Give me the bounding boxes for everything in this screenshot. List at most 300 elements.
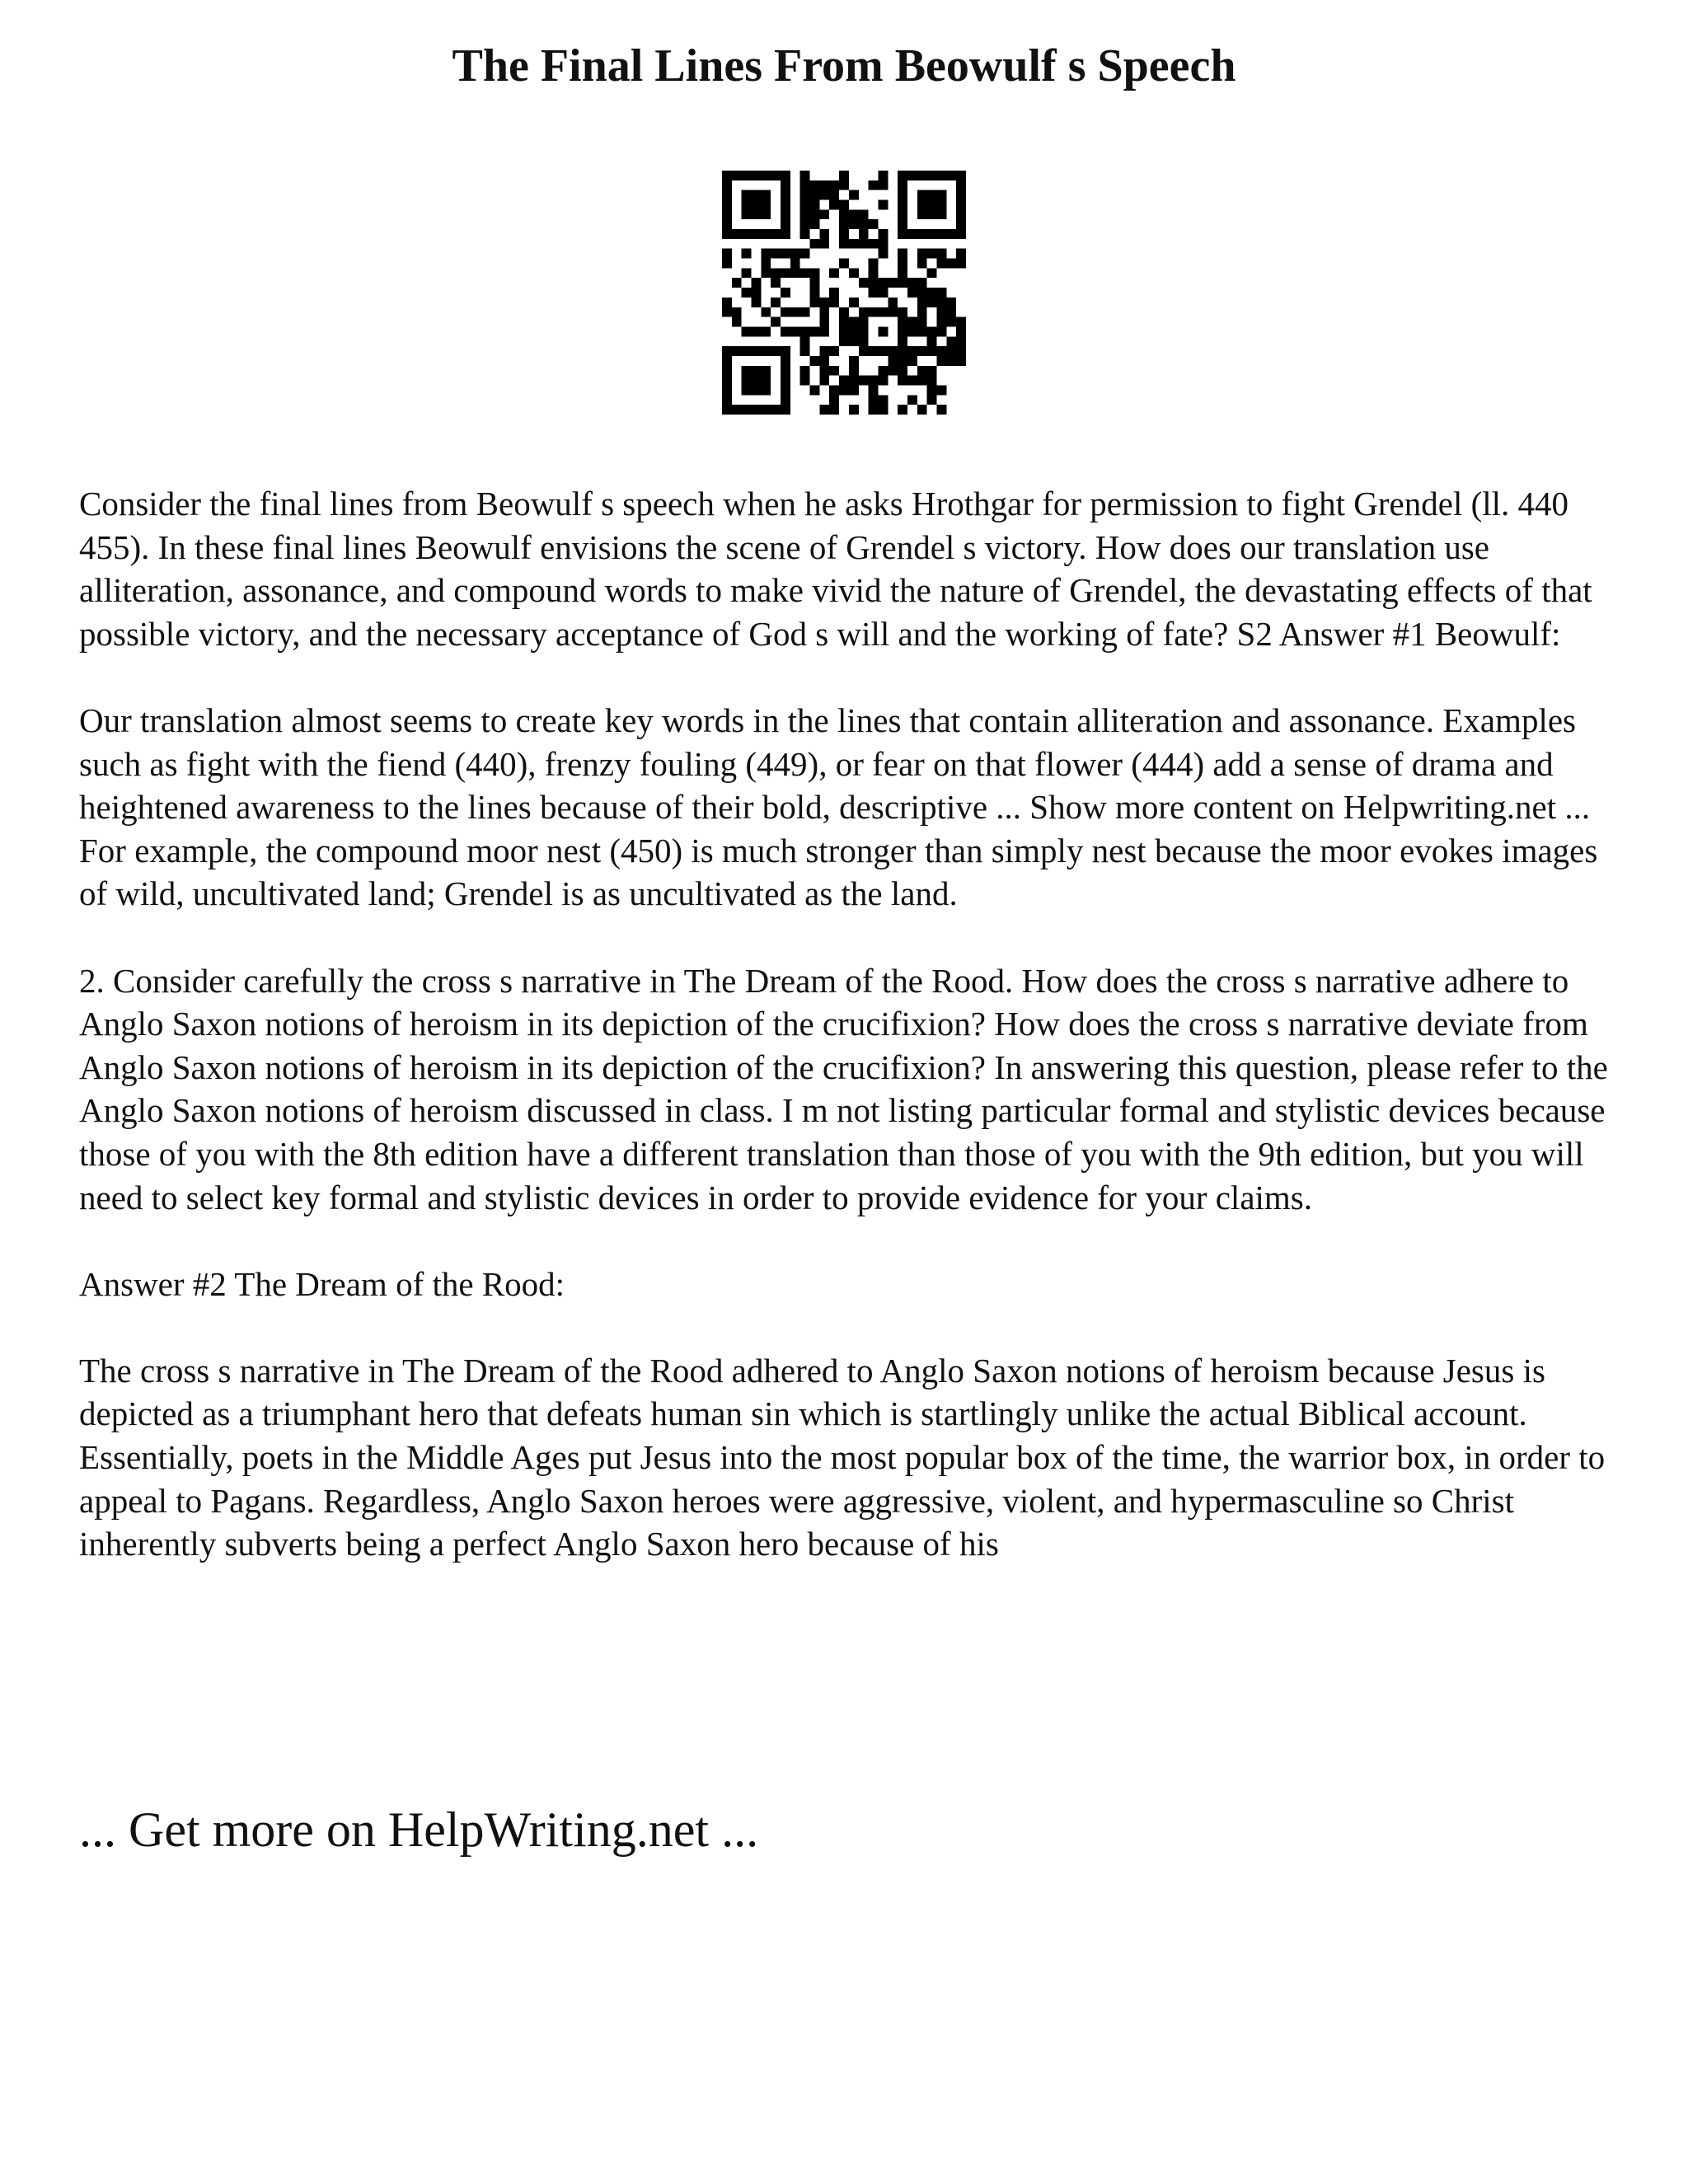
- qr-module: [781, 171, 790, 180]
- qr-module: [790, 307, 800, 317]
- qr-module: [956, 219, 966, 229]
- qr-module: [732, 278, 742, 288]
- qr-module: [946, 336, 956, 346]
- qr-module: [819, 298, 829, 307]
- qr-module: [800, 366, 810, 376]
- paragraph-question-1: Consider the final lines from Beowulf s speech when he asks Hrothgar for permission to fight Grendel (ll. 440 455). In these final lines Beowulf envisions the scene of Grendel s victory. How does our translation use alliteration, assonance, and compound words to make vivid the nature of Grendel, the devastating effects of that possible victory, and the necessary acceptance of God s will and the working of fate? S2 Answer #1 Beowulf:: [79, 485, 1592, 653]
- qr-module: [771, 171, 781, 180]
- qr-module: [819, 346, 829, 356]
- qr-module: [781, 395, 790, 405]
- qr-module: [936, 346, 946, 356]
- qr-module: [898, 209, 907, 219]
- qr-module: [917, 288, 927, 298]
- qr-module: [742, 249, 752, 259]
- qr-module: [722, 219, 732, 229]
- qr-module: [898, 336, 907, 346]
- article-body: [79, 482, 1629, 1566]
- qr-module: [907, 171, 917, 180]
- qr-module: [722, 356, 732, 366]
- qr-module: [859, 307, 869, 317]
- qr-module: [781, 346, 790, 356]
- qr-module: [722, 180, 732, 190]
- qr-module: [917, 366, 927, 376]
- qr-module: [742, 229, 752, 239]
- qr-module: [781, 268, 790, 278]
- qr-module: [869, 180, 879, 190]
- qr-module: [898, 376, 907, 386]
- qr-module: [781, 190, 790, 200]
- qr-module: [722, 229, 732, 239]
- qr-module: [936, 326, 946, 336]
- paragraph-question-2: 2. Consider carefully the cross s narrative in The Dream of the Rood. How does the cross s narrative adhere to Anglo Saxon notions of heroism in its depiction of the crucifixion? How does the cross s narrative deviate from Anglo Saxon notions of heroism in its depiction of the crucifixion? In answering this question, please refer to the Anglo Saxon notions of heroism discussed in class. I m not listing particular formal and stylistic devices because those of you with the 8th edition have a different translation than those of you with the 9th edition, but you will need to select key formal and stylistic devices in order to provide evidence for your claims.: [79, 961, 1608, 1216]
- qr-module: [761, 366, 771, 376]
- qr-module: [752, 346, 762, 356]
- qr-module: [849, 326, 859, 336]
- qr-module: [819, 317, 829, 327]
- qr-module: [936, 249, 946, 259]
- qr-module: [761, 346, 771, 356]
- qr-module: [936, 298, 946, 307]
- qr-module: [790, 268, 800, 278]
- qr-module: [917, 307, 927, 317]
- qr-module: [888, 278, 898, 288]
- qr-module: [917, 298, 927, 307]
- qr-module: [917, 229, 927, 239]
- qr-module: [917, 376, 927, 386]
- qr-module: [829, 268, 839, 278]
- qr-module: [742, 405, 752, 415]
- qr-module: [722, 209, 732, 219]
- qr-module: [810, 326, 820, 336]
- qr-module: [722, 366, 732, 376]
- qr-module: [781, 180, 790, 190]
- qr-module: [781, 219, 790, 229]
- qr-module: [869, 239, 879, 249]
- qr-module: [839, 219, 849, 229]
- qr-module: [936, 288, 946, 298]
- qr-module: [742, 268, 752, 278]
- qr-module: [819, 376, 829, 386]
- qr-module: [722, 376, 732, 386]
- qr-module: [956, 336, 966, 346]
- qr-module: [878, 229, 888, 239]
- qr-module: [829, 366, 839, 376]
- qr-module: [878, 346, 888, 356]
- qr-module: [849, 405, 859, 415]
- qr-module: [810, 209, 820, 219]
- qr-module: [829, 200, 839, 210]
- qr-module: [878, 171, 888, 180]
- qr-module: [849, 366, 859, 376]
- qr-module: [839, 317, 849, 327]
- qr-module: [888, 346, 898, 356]
- qr-module: [898, 171, 907, 180]
- qr-module: [878, 366, 888, 376]
- qr-module: [869, 259, 879, 269]
- qr-module: [819, 326, 829, 336]
- qr-module: [790, 249, 800, 259]
- qr-module: [800, 190, 810, 200]
- qr-module: [771, 298, 781, 307]
- qr-module: [800, 336, 810, 346]
- qr-module: [752, 171, 762, 180]
- qr-module: [956, 249, 966, 259]
- qr-module: [810, 278, 820, 288]
- qr-module: [898, 180, 907, 190]
- qr-module: [781, 366, 790, 376]
- qr-module: [742, 171, 752, 180]
- qr-module: [878, 405, 888, 415]
- qr-module: [819, 307, 829, 317]
- qr-module: [956, 209, 966, 219]
- qr-module: [810, 180, 820, 190]
- qr-module: [907, 395, 917, 405]
- qr-module: [722, 405, 732, 415]
- qr-module: [927, 171, 937, 180]
- qr-module: [761, 376, 771, 386]
- qr-module: [907, 278, 917, 288]
- qr-module: [936, 317, 946, 327]
- qr-module: [819, 356, 829, 366]
- qr-module: [742, 346, 752, 356]
- qr-module: [839, 307, 849, 317]
- qr-module: [761, 307, 771, 317]
- qr-module: [732, 307, 742, 317]
- qr-module: [781, 376, 790, 386]
- qr-module: [869, 405, 879, 415]
- qr-module: [849, 298, 859, 307]
- qr-module: [878, 395, 888, 405]
- qr-module: [800, 326, 810, 336]
- qr-module: [898, 278, 907, 288]
- qr-module: [732, 171, 742, 180]
- qr-module: [722, 346, 732, 356]
- qr-module: [849, 209, 859, 219]
- qr-module: [742, 288, 752, 298]
- qr-module: [927, 288, 937, 298]
- qr-module: [800, 229, 810, 239]
- qr-module: [927, 190, 937, 200]
- qr-module: [888, 366, 898, 376]
- qr-module: [869, 288, 879, 298]
- qr-module: [946, 298, 956, 307]
- qr-module: [946, 259, 956, 269]
- qr-module: [800, 307, 810, 317]
- qr-module: [869, 395, 879, 405]
- qr-module: [752, 326, 762, 336]
- qr-module: [849, 385, 859, 395]
- qr-code-icon: [722, 171, 966, 415]
- qr-module: [819, 190, 829, 200]
- qr-module: [839, 326, 849, 336]
- qr-module: [898, 259, 907, 269]
- qr-module: [800, 249, 810, 259]
- qr-module: [927, 336, 937, 346]
- qr-module: [936, 229, 946, 239]
- qr-module: [781, 249, 790, 259]
- qr-module: [839, 336, 849, 346]
- qr-module: [869, 346, 879, 356]
- qr-module: [927, 346, 937, 356]
- qr-module: [898, 249, 907, 259]
- qr-module: [781, 200, 790, 210]
- qr-module: [907, 229, 917, 239]
- qr-module: [829, 180, 839, 190]
- qr-module: [917, 317, 927, 327]
- qr-module: [898, 346, 907, 356]
- qr-module: [907, 376, 917, 386]
- qr-module: [849, 190, 859, 200]
- qr-module: [771, 346, 781, 356]
- qr-module: [849, 239, 859, 249]
- qr-module: [790, 259, 800, 269]
- qr-module: [732, 229, 742, 239]
- qr-module: [869, 376, 879, 386]
- qr-module: [800, 219, 810, 229]
- qr-module: [781, 405, 790, 415]
- qr-module: [790, 326, 800, 336]
- qr-module: [917, 405, 927, 415]
- qr-module: [781, 326, 790, 336]
- qr-module: [761, 209, 771, 219]
- qr-module: [732, 346, 742, 356]
- qr-module: [927, 229, 937, 239]
- qr-module: [927, 395, 937, 405]
- qr-module: [859, 326, 869, 336]
- qr-module: [927, 376, 937, 386]
- qr-module: [800, 180, 810, 190]
- qr-module: [946, 229, 956, 239]
- qr-module: [849, 356, 859, 366]
- qr-module: [829, 395, 839, 405]
- qr-module: [810, 200, 820, 210]
- qr-module: [946, 356, 956, 366]
- qr-module: [927, 326, 937, 336]
- qr-module: [859, 209, 869, 219]
- qr-module: [956, 190, 966, 200]
- qr-module: [898, 190, 907, 200]
- qr-module: [781, 307, 790, 317]
- qr-module: [810, 356, 820, 366]
- qr-module: [907, 326, 917, 336]
- qr-module: [898, 200, 907, 210]
- qr-module: [859, 219, 869, 229]
- qr-module: [810, 288, 820, 298]
- qr-module: [917, 200, 927, 210]
- qr-module: [927, 200, 937, 210]
- qr-module: [771, 249, 781, 259]
- qr-module: [917, 209, 927, 219]
- qr-module: [927, 385, 937, 395]
- qr-module: [898, 229, 907, 239]
- qr-module: [859, 317, 869, 327]
- qr-module: [898, 317, 907, 327]
- qr-module: [907, 317, 917, 327]
- qr-module: [878, 307, 888, 317]
- qr-module: [761, 200, 771, 210]
- qr-module: [927, 298, 937, 307]
- qr-module: [849, 317, 859, 327]
- paragraph-answer-1: Our translation almost seems to create key words in the lines that contain alliteration and assonance. Examples such as fight with the fiend (440), frenzy fouling (449), or fear on that flower (444) add a sense of drama and heightened awareness to the lines because of their bold, descriptive ... Show more content on Helpwriting.net ...: [79, 701, 1591, 827]
- qr-module: [839, 229, 849, 239]
- qr-module: [839, 259, 849, 269]
- qr-module: [819, 180, 829, 190]
- qr-module: [800, 171, 810, 180]
- qr-module: [839, 385, 849, 395]
- qr-module: [927, 366, 937, 376]
- qr-module: [829, 346, 839, 356]
- qr-module: [956, 346, 966, 356]
- qr-module: [742, 209, 752, 219]
- qr-module: [898, 219, 907, 229]
- qr-module: [839, 200, 849, 210]
- qr-module: [878, 278, 888, 288]
- get-more-link[interactable]: ... Get more on HelpWriting.net ...: [79, 1802, 759, 1857]
- qr-module: [869, 219, 879, 229]
- qr-module: [936, 190, 946, 200]
- qr-module: [859, 229, 869, 239]
- paragraph-answer-1-continued: For example, the compound moor nest (450) is much stronger than simply nest because the moor evokes images of wild, uncultivated land; Grendel is as uncultivated as the land.: [79, 831, 1598, 913]
- qr-module: [849, 268, 859, 278]
- qr-module: [742, 366, 752, 376]
- qr-module: [752, 405, 762, 415]
- qr-module: [927, 209, 937, 219]
- qr-module: [927, 249, 937, 259]
- qr-module: [800, 209, 810, 219]
- qr-module: [859, 336, 869, 346]
- qr-module: [956, 200, 966, 210]
- qr-module: [732, 405, 742, 415]
- qr-module: [859, 278, 869, 288]
- qr-module: [956, 171, 966, 180]
- qr-module: [781, 385, 790, 395]
- qr-module: [761, 171, 771, 180]
- qr-module: [946, 307, 956, 317]
- qr-module: [839, 376, 849, 386]
- qr-module: [761, 259, 771, 269]
- qr-module: [829, 405, 839, 415]
- qr-module: [917, 346, 927, 356]
- qr-module: [956, 326, 966, 336]
- qr-module: [752, 376, 762, 386]
- qr-module: [869, 278, 879, 288]
- qr-module: [810, 219, 820, 229]
- qr-module: [849, 336, 859, 346]
- qr-module: [761, 268, 771, 278]
- qr-module: [927, 268, 937, 278]
- qr-module: [722, 249, 732, 259]
- qr-module: [956, 317, 966, 327]
- qr-module: [936, 209, 946, 219]
- qr-module: [752, 229, 762, 239]
- qr-module: [771, 268, 781, 278]
- paragraph-answer-2-heading: Answer #2 The Dream of the Rood:: [79, 1264, 565, 1303]
- qr-module: [819, 366, 829, 376]
- qr-module: [800, 376, 810, 386]
- qr-module: [829, 385, 839, 395]
- qr-module: [878, 200, 888, 210]
- qr-module: [722, 385, 732, 395]
- qr-module: [878, 326, 888, 336]
- qr-module: [956, 229, 966, 239]
- qr-module: [752, 278, 762, 288]
- qr-module: [752, 190, 762, 200]
- qr-module: [907, 346, 917, 356]
- qr-module: [752, 200, 762, 210]
- qr-module: [917, 190, 927, 200]
- qr-module: [752, 298, 762, 307]
- qr-module: [839, 239, 849, 249]
- qr-module: [829, 190, 839, 200]
- qr-module: [781, 209, 790, 219]
- qr-module: [898, 307, 907, 317]
- qr-module: [956, 259, 966, 269]
- qr-module: [888, 356, 898, 366]
- qr-module: [829, 288, 839, 298]
- qr-module: [800, 346, 810, 356]
- qr-module: [810, 385, 820, 395]
- qr-module: [810, 190, 820, 200]
- qr-module: [761, 229, 771, 239]
- qr-module: [917, 326, 927, 336]
- qr-module: [917, 249, 927, 259]
- qr-module: [888, 307, 898, 317]
- qr-module: [936, 307, 946, 317]
- qr-module: [761, 190, 771, 200]
- qr-module: [946, 317, 956, 327]
- qr-module: [810, 239, 820, 249]
- qr-module: [907, 356, 917, 366]
- qr-module: [849, 219, 859, 229]
- qr-module: [878, 239, 888, 249]
- qr-module: [888, 298, 898, 307]
- qr-module: [800, 268, 810, 278]
- qr-module: [761, 249, 771, 259]
- qr-module: [810, 298, 820, 307]
- qr-module: [898, 405, 907, 415]
- qr-module: [869, 268, 879, 278]
- qr-module: [956, 180, 966, 190]
- qr-module: [771, 278, 781, 288]
- qr-module: [819, 239, 829, 249]
- qr-module: [722, 307, 732, 317]
- qr-module: [722, 171, 732, 180]
- qr-module: [771, 405, 781, 415]
- qr-module: [761, 385, 771, 395]
- qr-module: [819, 209, 829, 219]
- qr-module: [771, 317, 781, 327]
- qr-module: [936, 259, 946, 269]
- qr-module: [819, 229, 829, 239]
- qr-module: [878, 288, 888, 298]
- qr-module: [878, 376, 888, 386]
- qr-module: [936, 200, 946, 210]
- qr-module: [936, 356, 946, 366]
- qr-module: [898, 356, 907, 366]
- qr-module: [742, 376, 752, 386]
- qr-module: [946, 171, 956, 180]
- qr-module: [907, 288, 917, 298]
- qr-module: [761, 405, 771, 415]
- qr-module: [946, 346, 956, 356]
- qr-module: [936, 171, 946, 180]
- page-title: The Final Lines From Beowulf s Speech: [452, 40, 1236, 91]
- qr-module: [722, 395, 732, 405]
- qr-module: [742, 385, 752, 395]
- qr-module: [917, 259, 927, 269]
- qr-module: [732, 317, 742, 327]
- qr-module: [936, 405, 946, 415]
